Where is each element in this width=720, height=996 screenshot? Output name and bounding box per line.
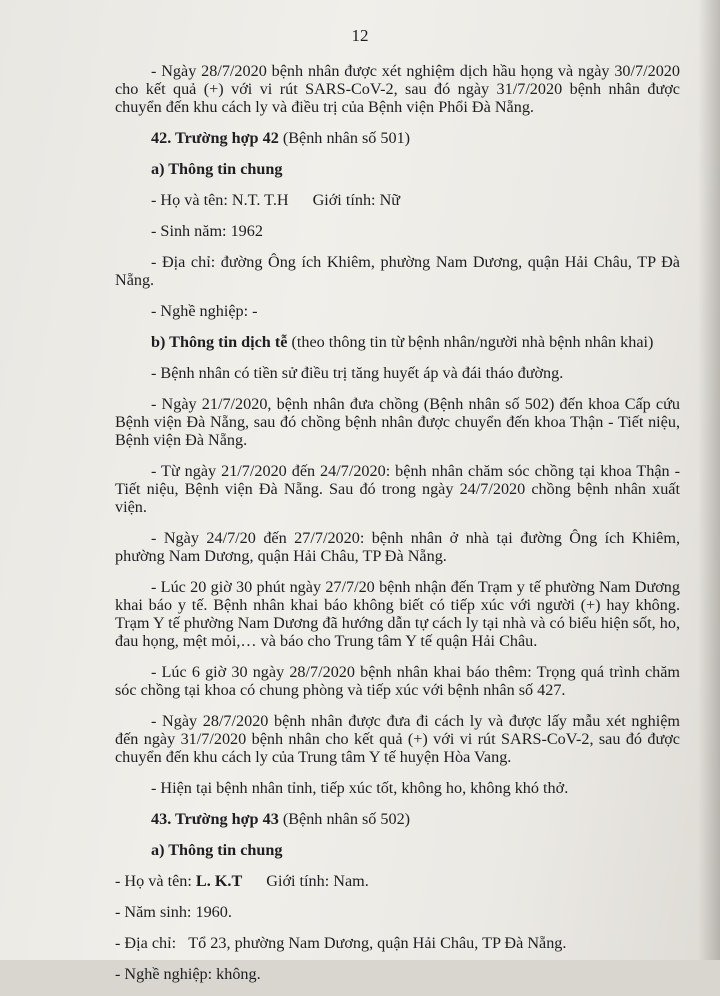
case-42-heading bbox=[115, 129, 680, 147]
page-number: 12 bbox=[351, 26, 369, 45]
paragraph: - Ngày 24/7/20 đến 27/7/2020: bệnh nhân ở nhà tại đường Ông ích Khiêm, phường Nam Dương, quận Hải Châu, TP Đà Nẵng. bbox=[115, 529, 680, 565]
paragraph: - Ngày 28/7/2020 bệnh nhân được đưa đi cách ly và được lấy mẫu xét nghiệm đến ngày 31/7/2020 bệnh nhân cho kết quả (+) với vi rút SARS-CoV-2, sau đó được chuyển đến khu cách ly của Trung tâm Y tế huyện Hòa Vang. bbox=[115, 712, 680, 766]
address-line: - Địa chỉ: đường Ông ích Khiêm, phường Nam Dương, quận Hải Châu, TP Đà Nẵng. bbox=[115, 253, 680, 289]
document-body bbox=[115, 62, 680, 996]
name-line bbox=[115, 872, 680, 890]
address-line bbox=[115, 934, 680, 952]
section-a-title: a) Thông tin chung bbox=[151, 160, 283, 178]
paragraph: - Lúc 20 giờ 30 phút ngày 27/7/20 bệnh nhận đến Trạm y tế phường Nam Dương khai báo y tế. Bệnh nhân khai báo không biết có tiếp xúc với người (+) hay không. Trạm Y tế phường Nam Dương đã hướng dẫn tự cách ly tại nhà và có biểu hiện sốt, ho, đau họng, mệt mỏi,… và báo cho Trung tâm Y tế quận Hải Châu. bbox=[115, 578, 680, 650]
name-field: - Họ và tên: N.T. T.H bbox=[151, 191, 289, 209]
paragraph: - Ngày 28/7/2020 bệnh nhân được xét nghiệm dịch hầu họng và ngày 30/7/2020 cho kết quả (+) với vi rút SARS-CoV-2, sau đó ngày 31/7/2020 bệnh nhân được chuyển đến khu cách ly và điều trị của Bệnh viện Phổi Đà Nẵng. bbox=[115, 62, 680, 116]
name-line bbox=[115, 191, 680, 209]
birth-line: - Năm sinh: 1960. bbox=[115, 903, 232, 921]
section-b-title: b) Thông tin dịch tễ bbox=[151, 333, 288, 351]
case-heading-title: 43. Trường hợp 43 bbox=[151, 810, 279, 828]
paragraph: - Ngày 21/7/2020, bệnh nhân đưa chồng (Bệnh nhân số 502) đến khoa Cấp cứu Bệnh viện Đà Nẵng, sau đó chồng bệnh nhân được chuyển đến khoa Thận - Tiết niệu, Bệnh viện Đà Nẵng. bbox=[115, 395, 680, 449]
name-label: - Họ và tên: bbox=[115, 872, 192, 890]
section-a-heading bbox=[115, 160, 680, 178]
address-value: Tổ 23, phường Nam Dương, quận Hải Châu, TP Đà Nẵng. bbox=[188, 934, 567, 952]
section-a-title: a) Thông tin chung bbox=[151, 841, 283, 859]
paragraph: - Hiện tại bệnh nhân tỉnh, tiếp xúc tốt, không ho, không khó thở. bbox=[151, 779, 569, 797]
job-line: - Nghề nghiệp: - bbox=[151, 302, 258, 320]
name-value: L. K.T bbox=[195, 872, 243, 890]
paragraph: - Bệnh nhân có tiền sử điều trị tăng huyết áp và đái tháo đường. bbox=[151, 364, 564, 382]
case-patient-number: (Bệnh nhân số 502) bbox=[282, 810, 411, 828]
paragraph: - Lúc 6 giờ 30 ngày 28/7/2020 bệnh nhân khai báo thêm: Trọng quá trình chăm sóc chồng tại khoa có chung phòng và tiếp xúc với bệnh nhân số 427. bbox=[115, 663, 680, 699]
case-heading-title: 42. Trường hợp 42 bbox=[151, 129, 279, 147]
section-b-note: (theo thông tin từ bệnh nhân/người nhà bệnh nhân khai) bbox=[291, 333, 654, 351]
case-43-heading bbox=[115, 810, 680, 828]
section-b-heading bbox=[115, 333, 680, 351]
page-edge-shadow bbox=[698, 0, 720, 960]
birth-line: - Sinh năm: 1962 bbox=[151, 222, 263, 240]
section-a-heading bbox=[115, 841, 680, 859]
address-label: - Địa chỉ: bbox=[115, 934, 177, 952]
gender-field: Giới tính: Nữ bbox=[312, 191, 401, 209]
gender-field: Giới tính: Nam. bbox=[266, 872, 369, 890]
paragraph: - Từ ngày 21/7/2020 đến 24/7/2020: bệnh nhân chăm sóc chồng tại khoa Thận - Tiết niệu, Bệnh viện Đà Nẵng. Sau đó trong ngày 24/7/2020 chồng bệnh nhân xuất viện. bbox=[115, 462, 680, 516]
job-line: - Nghề nghiệp: không. bbox=[115, 965, 261, 983]
case-patient-number: (Bệnh nhân số 501) bbox=[282, 129, 411, 147]
